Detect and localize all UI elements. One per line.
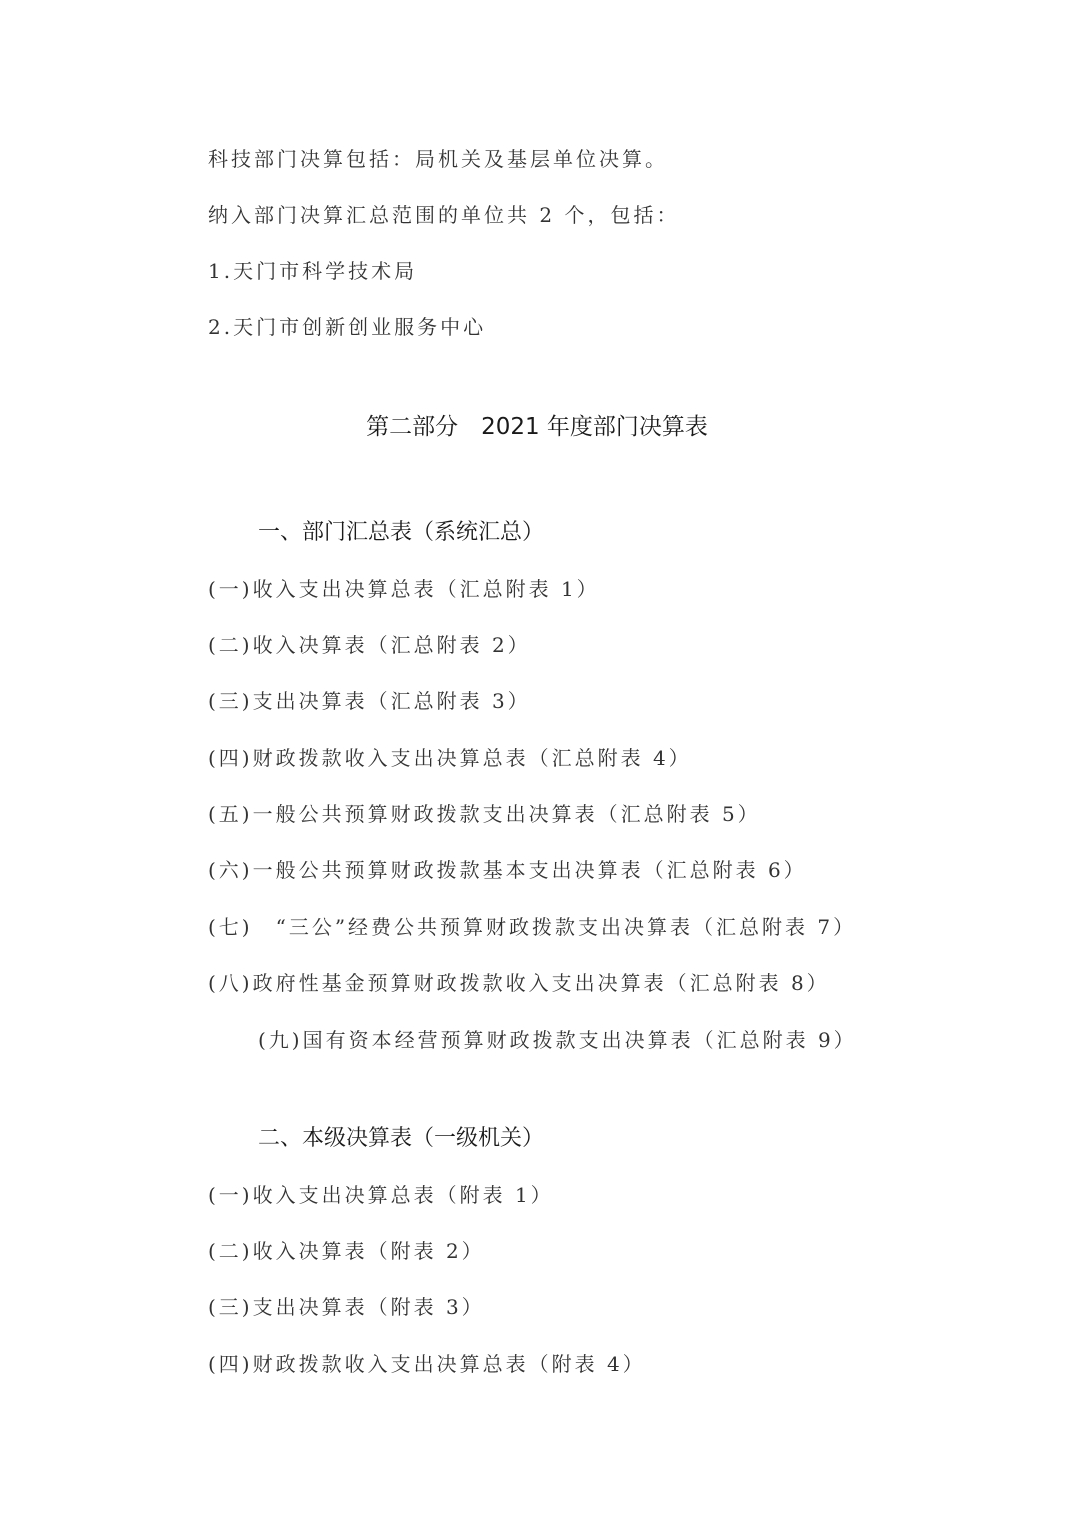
unit-item: 2.天门市创新创业服务中心 <box>208 315 487 339</box>
unit-item: 1.天门市科学技术局 <box>208 259 418 283</box>
list-item: (四)财政拨款收入支出决算总表（汇总附表 4） <box>208 746 692 770</box>
list-item: (二)收入决算表（附表 2） <box>208 1239 485 1263</box>
list-item: (八)政府性基金预算财政拨款收入支出决算表（汇总附表 8） <box>208 971 830 995</box>
list-item: (七) “三公”经费公共预算财政拨款支出决算表（汇总附表 7） <box>208 915 857 939</box>
section-heading: 二、本级决算表（一级机关） <box>258 1126 545 1151</box>
list-item: (九)国有资本经营预算财政拨款支出决算表（汇总附表 9） <box>258 1028 857 1052</box>
list-item: (五)一般公共预算财政拨款支出决算表（汇总附表 5） <box>208 802 761 826</box>
list-item: (六)一般公共预算财政拨款基本支出决算表（汇总附表 6） <box>208 858 807 882</box>
list-item: (一)收入支出决算总表（附表 1） <box>208 1183 554 1207</box>
list-item: (二)收入决算表（汇总附表 2） <box>208 633 531 657</box>
list-item: (三)支出决算表（附表 3） <box>208 1295 485 1319</box>
list-item: (三)支出决算表（汇总附表 3） <box>208 689 531 713</box>
list-item: (四)财政拨款收入支出决算总表（附表 4） <box>208 1352 646 1376</box>
intro-count-line: 纳入部门决算汇总范围的单位共 2 个，包括： <box>208 203 680 227</box>
section-heading: 一、部门汇总表（系统汇总） <box>258 520 545 545</box>
intro-scope-line: 科技部门决算包括：局机关及基层单位决算。 <box>208 147 668 171</box>
list-item: (一)收入支出决算总表（汇总附表 1） <box>208 577 600 601</box>
part-title: 第二部分 2021 年度部门决算表 <box>366 414 708 440</box>
